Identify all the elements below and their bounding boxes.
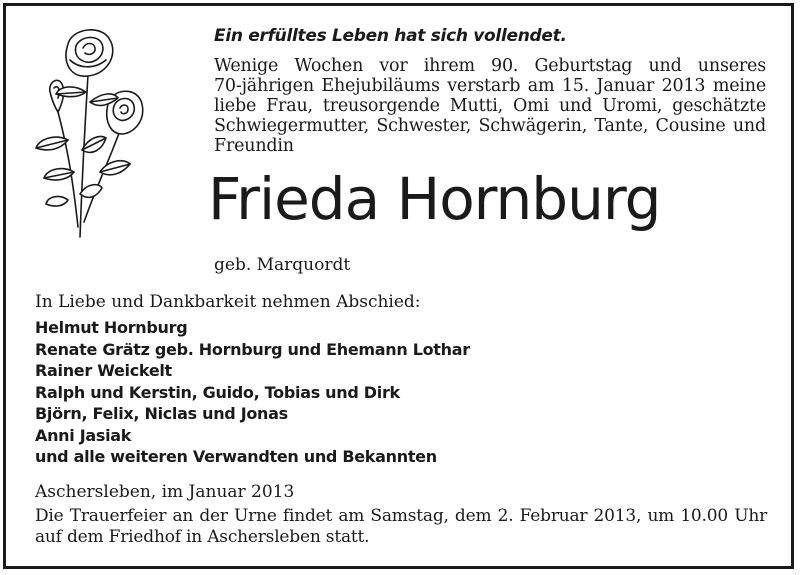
funeral-line: auf dem Friedhof in Aschersleben statt.	[35, 527, 370, 547]
list-item: Anni Jasiak	[35, 425, 132, 445]
rose-illustration-icon	[28, 22, 146, 240]
notice-heading: Ein erfülltes Leben hat sich vollendet.	[214, 26, 567, 46]
birth-name: geb. Marquordt	[214, 255, 351, 275]
intro-line: Wenige Wochen vor ihrem 90. Geburtstag und unseres	[214, 56, 766, 76]
intro-line: Freundin	[214, 136, 294, 156]
intro-line: liebe Frau, treusorgende Mutti, Omi und Uromi, geschätzte	[214, 96, 766, 116]
intro-line: 70-jährigen Ehejubiläums verstarb am 15. Januar 2013 meine	[214, 76, 766, 96]
funeral-line: Die Trauerfeier an der Urne findet am Samstag, dem 2. Februar 2013, um 10.00 Uhr	[35, 506, 767, 526]
list-item: Ralph und Kerstin, Guido, Tobias und Dirk	[35, 382, 400, 402]
intro-paragraph	[214, 56, 766, 156]
intro-line: Schwiegermutter, Schwester, Schwägerin, Tante, Cousine und	[214, 116, 766, 136]
list-item: Helmut Hornburg	[35, 318, 188, 337]
farewell-intro: In Liebe und Dankbarkeit nehmen Abschied:	[35, 292, 421, 312]
list-item: Renate Grätz geb. Hornburg und Ehemann Lothar	[35, 339, 470, 359]
list-item: und alle weiteren Verwandten und Bekannten	[35, 447, 437, 466]
list-item: Rainer Weickelt	[35, 361, 172, 380]
list-item: Björn, Felix, Niclas und Jonas	[35, 404, 288, 423]
deceased-name: Frieda Hornburg	[208, 165, 661, 233]
funeral-info	[35, 506, 767, 548]
place-date: Aschersleben, im Januar 2013	[35, 482, 295, 502]
mourners-list	[35, 317, 470, 468]
